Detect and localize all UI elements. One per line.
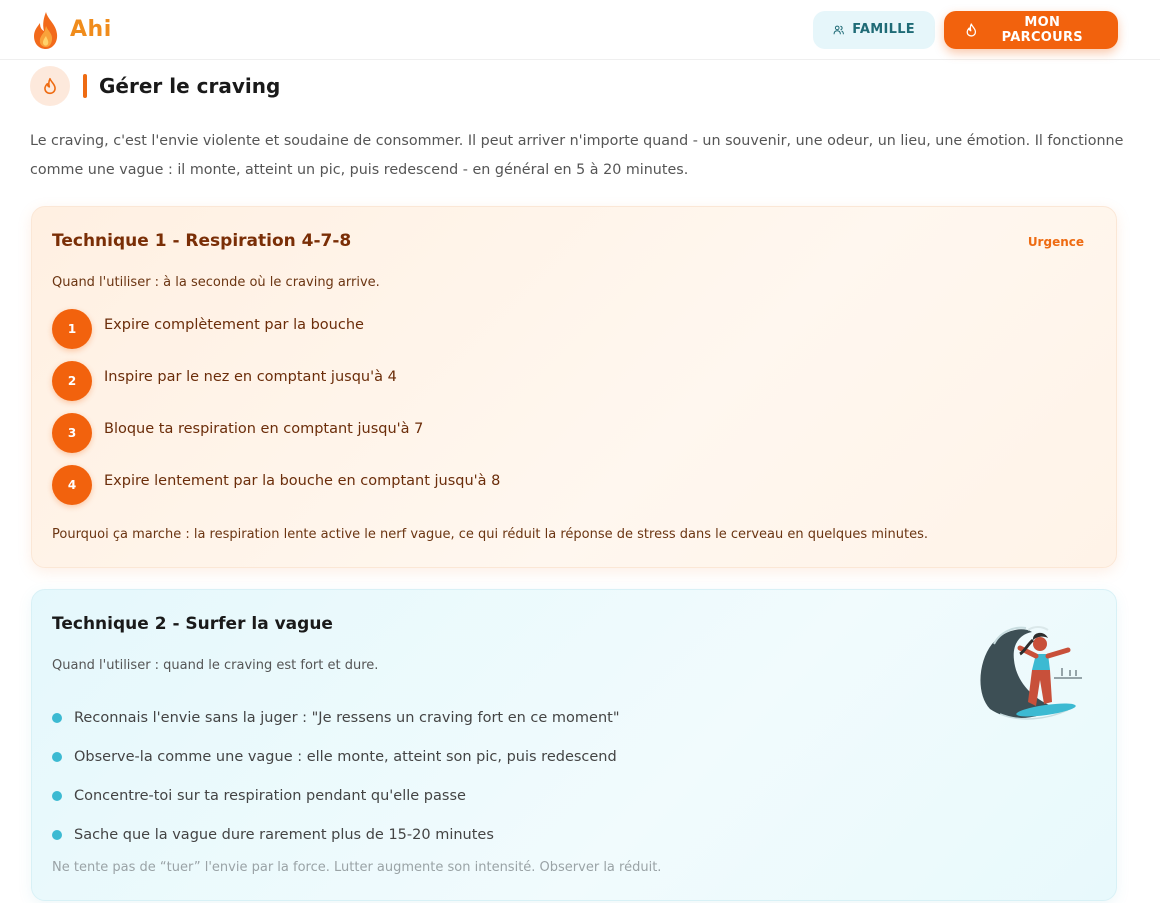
- section-badge: [30, 66, 70, 106]
- surf-tips-list: [52, 698, 620, 854]
- technique-1-card: [31, 206, 1117, 568]
- flame-icon: [964, 22, 979, 38]
- page-title: Gérer le craving: [99, 74, 281, 98]
- breathing-steps: [52, 309, 500, 517]
- header-nav: [813, 11, 1118, 49]
- step-text: Expire complètement par la bouche: [104, 317, 364, 333]
- step-text: Bloque ta respiration en comptant jusqu'à 7: [104, 421, 424, 437]
- bullet-text: Concentre-toi sur ta respiration pendant qu'elle passe: [74, 787, 466, 804]
- top-bar: [0, 0, 1160, 60]
- step-item: [52, 465, 500, 505]
- title-accent-bar: [83, 74, 87, 98]
- intro-paragraph: Le craving, c'est l'envie violente et soudaine de consommer. Il peut arriver n'importe quand - un souvenir, une odeur, un lieu, une émotion. Il fonctionne comme une vague : il monte, atteint un pic, puis redescend - en général en 5 à 20 minutes.: [30, 133, 1124, 178]
- step-item: [52, 361, 500, 401]
- step-item: [52, 309, 500, 349]
- step-number: 3: [52, 413, 92, 453]
- family-button[interactable]: [813, 11, 935, 49]
- technique-2-title: Technique 2 - Surfer la vague: [52, 614, 333, 634]
- technique-1-when: Quand l'utiliser : à la seconde où le craving arrive.: [52, 275, 380, 290]
- family-button-label: FAMILLE: [852, 22, 915, 37]
- bullet-text: Reconnais l'envie sans la juger : "Je ressens un craving fort en ce moment": [74, 709, 620, 726]
- list-item: [52, 776, 620, 815]
- bullet-dot: [52, 830, 62, 840]
- bullet-dot: [52, 713, 62, 723]
- list-item: [52, 698, 620, 737]
- technique-1-title: Technique 1 - Respiration 4-7-8: [52, 231, 352, 251]
- section-header: [30, 66, 280, 106]
- brand-logo[interactable]: [30, 10, 112, 50]
- users-icon: [833, 22, 844, 38]
- list-item: [52, 737, 620, 776]
- step-text: Expire lentement par la bouche en comptant jusqu'à 8: [104, 473, 501, 489]
- my-path-button[interactable]: [944, 11, 1118, 49]
- list-item: [52, 815, 620, 854]
- technique-1-why: Pourquoi ça marche : la respiration lente active le nerf vague, ce qui réduit la réponse de stress dans le cerveau en quelques minutes.: [52, 527, 929, 542]
- bullet-dot: [52, 752, 62, 762]
- brand-name: Ahi: [70, 17, 112, 42]
- technique-2-note: Ne tente pas de “tuer” l'envie par la force. Lutter augmente son intensité. Observer la réduit.: [52, 860, 662, 875]
- my-path-button-label: MON PARCOURS: [1001, 14, 1083, 45]
- bullet-dot: [52, 791, 62, 801]
- flame-icon: [41, 77, 59, 95]
- bullet-text: Sache que la vague dure rarement plus de 15-20 minutes: [74, 826, 494, 843]
- step-text: Inspire par le nez en comptant jusqu'à 4: [104, 369, 397, 385]
- surfer-illustration: [970, 614, 1090, 734]
- flame-logo-icon: [30, 10, 62, 50]
- step-number: 2: [52, 361, 92, 401]
- technique-2-when: Quand l'utiliser : quand le craving est fort et dure.: [52, 658, 379, 673]
- step-number: 4: [52, 465, 92, 505]
- bullet-text: Observe-la comme une vague : elle monte, atteint son pic, puis redescend: [74, 748, 617, 765]
- technique-2-card: [31, 589, 1117, 901]
- step-item: [52, 413, 500, 453]
- step-number: 1: [52, 309, 92, 349]
- urgency-badge: Urgence: [1027, 235, 1084, 249]
